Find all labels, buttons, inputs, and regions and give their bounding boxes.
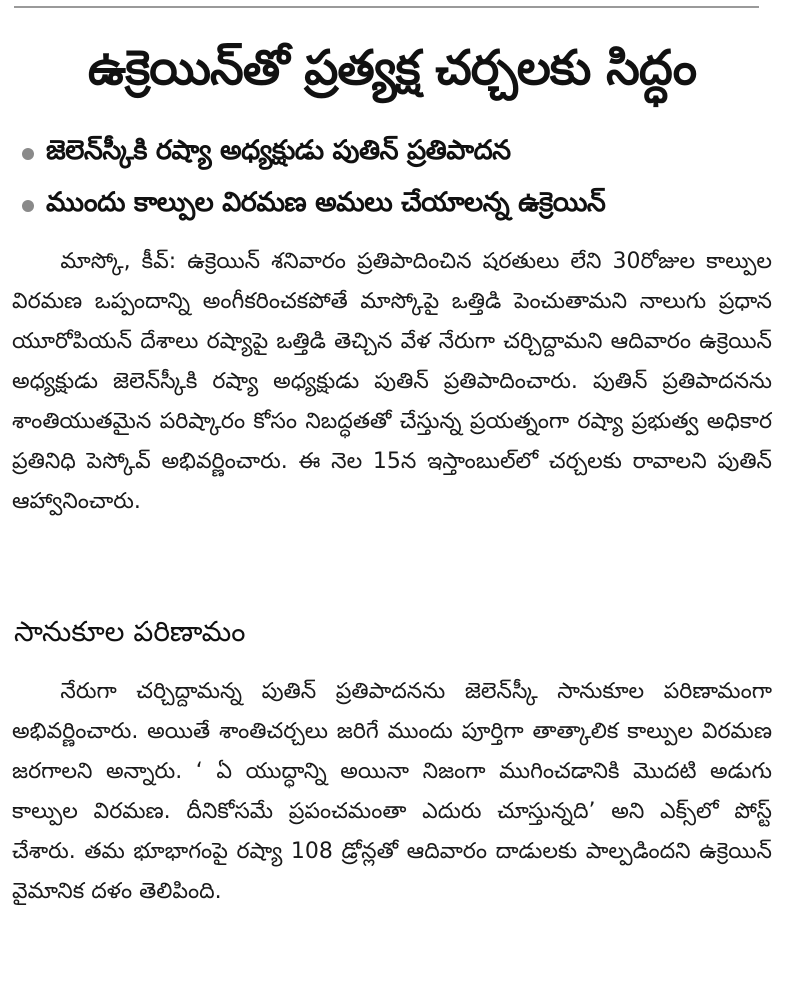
section-heading: సానుకూల పరిణామం — [14, 615, 246, 648]
bullet-icon — [22, 200, 34, 212]
subheadline-list — [14, 128, 784, 232]
subheadline-text: జెలెన్‌స్కీకి రష్యా అధ్యక్షుడు పుతిన్ ప్రతిపాదన — [46, 135, 511, 166]
article-paragraph-1: మాస్కో, కీవ్: ఉక్రెయిన్ శనివారం ప్రతిపాదించిన షరతులు లేని 30రోజుల కాల్పుల విరమణ ఒప్పందాన్ని అంగీకరించకపోతే మాస్కోపై ఒత్తిడి పెంచుతామని నాలుగు ప్రధాన యూరోపియన్ దేశాలు రష్యాపై ఒత్తిడి తెచ్చిన వేళ నేరుగా చర్చిద్దామని ఆదివారం ఉక్రెయిన్ అధ్యక్షుడు జెలెన్‌స్కీకి రష్యా అధ్యక్షుడు పుతిన్ ప్రతిపాదించారు. పుతిన్ ప్రతిపాదనను శాంతియుతమైన పరిష్కారం కోసం నిబద్ధతతో చేస్తున్న ప్రయత్నంగా రష్యా ప్రభుత్వ అధికార ప్రతినిధి పెస్కోవ్ అభివర్ణించారు. ఈ నెల 15న ఇస్తాంబుల్‌లో చర్చలకు రావాలని పుతిన్ ఆహ్వానించారు. — [12, 249, 772, 514]
subheadline-item — [14, 180, 784, 232]
article-headline: ఉక్రెయిన్‌తో ప్రత్యక్ష చర్చలకు సిద్ధం — [87, 40, 697, 96]
subheadline-item — [14, 128, 784, 180]
subheadline-text: ముందు కాల్పుల విరమణ అమలు చేయాలన్న ఉక్రెయిన్ — [46, 187, 606, 218]
article-paragraph-2: నేరుగా చర్చిద్దామన్న పుతిన్ ప్రతిపాదనను జెలెన్‌స్కీ సానుకూల పరిణామంగా అభివర్ణించారు. అయితే శాంతిచర్చలు జరిగే ముందు పూర్తిగా తాత్కాలిక కాల్పుల విరమణ జరగాలని అన్నారు. ‘ ఏ యుద్ధాన్ని అయినా నిజంగా ముగించడానికి మొదటి అడుగు కాల్పుల విరమణ. దీనికోసమే ప్రపంచమంతా ఎదురు చూస్తున్నది’ అని ఎక్స్‌లో పోస్ట్ చేశారు. తమ భూభాగంపై రష్యా 108 డ్రోన్లతో ఆదివారం దాడులకు పాల్పడిందని ఉక్రెయిన్ వైమానిక దళం తెలిపింది. — [12, 679, 772, 904]
top-divider — [14, 6, 759, 8]
bullet-icon — [22, 148, 34, 160]
